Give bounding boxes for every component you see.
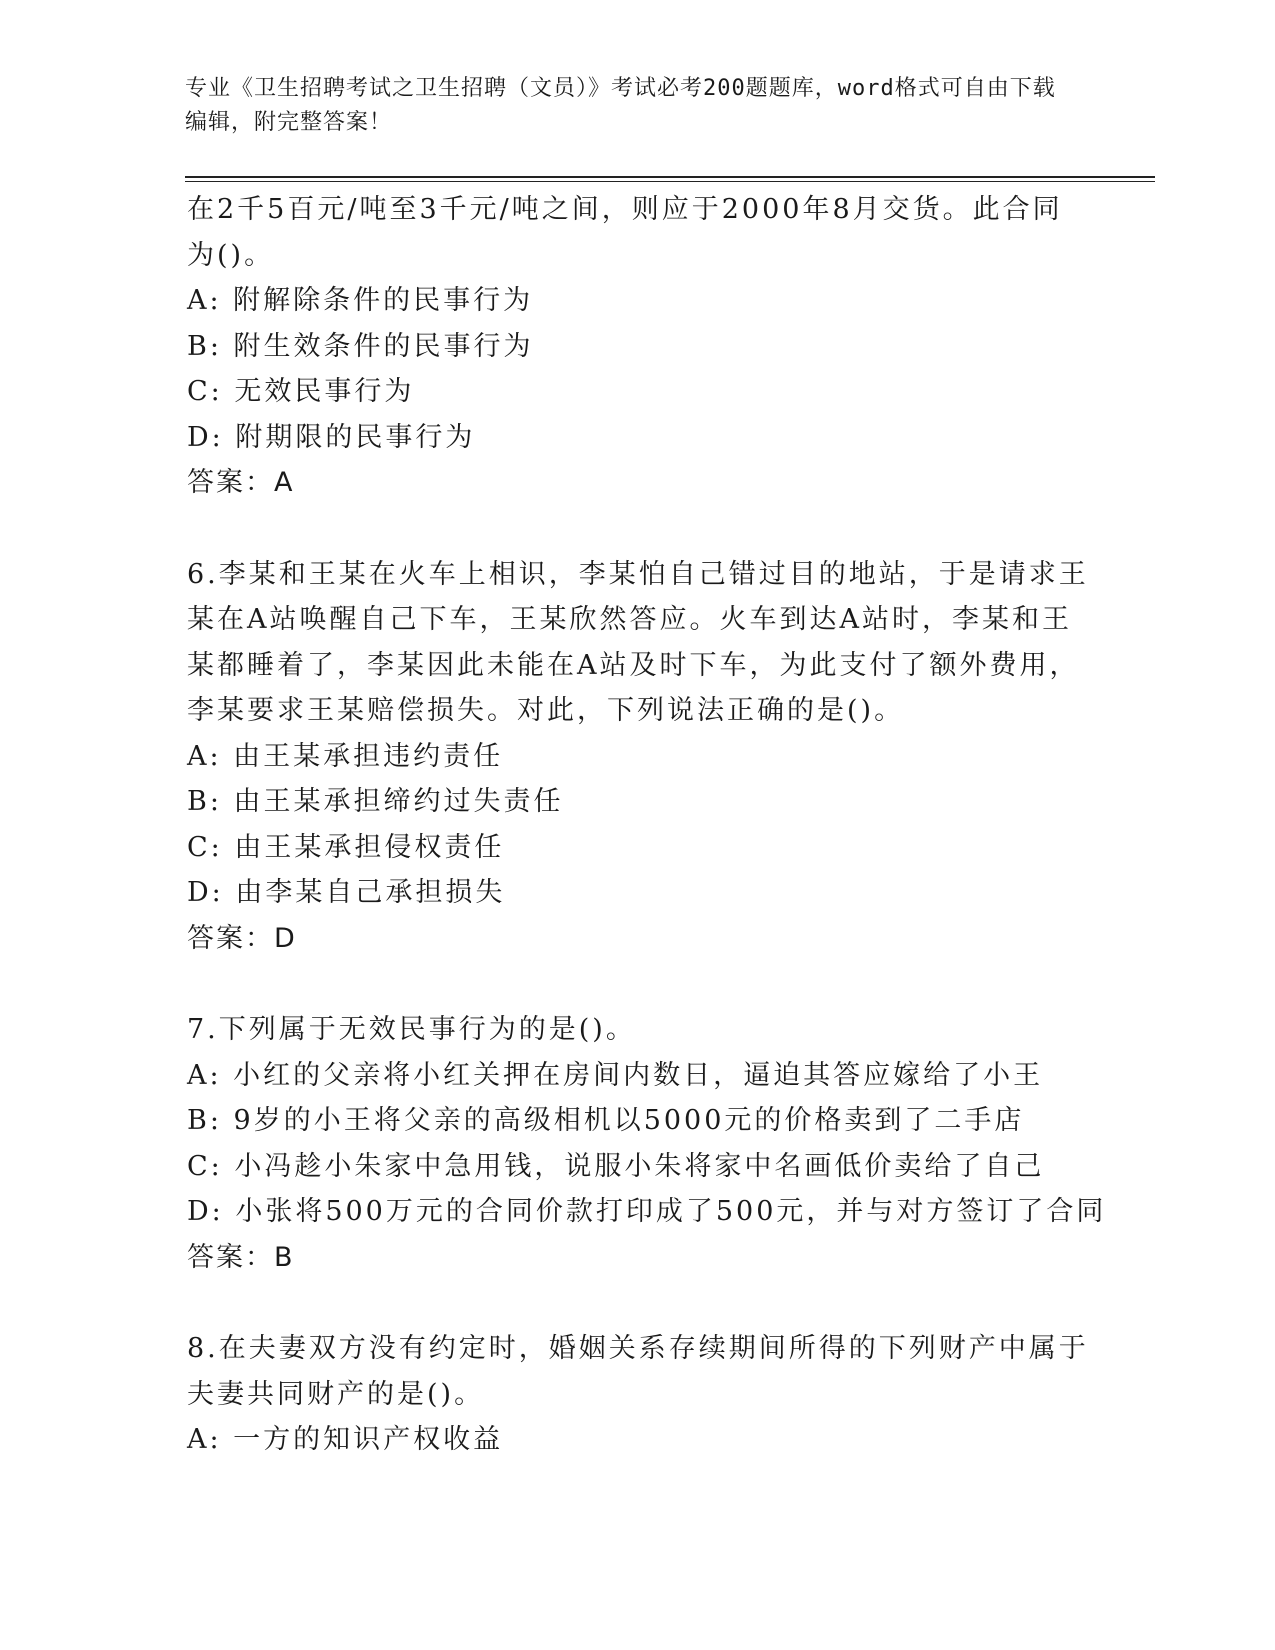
- header-rule: [185, 176, 1155, 178]
- question-content: [187, 187, 1107, 1463]
- question-8: [187, 1326, 1087, 1463]
- answer: 答案：B: [187, 1241, 295, 1273]
- option-a: A: 一方的知识产权收益: [187, 1424, 504, 1455]
- answer: 答案：D: [187, 922, 297, 954]
- answer: 答案：A: [187, 467, 295, 498]
- option-c: C: 无效民事行为: [187, 376, 415, 407]
- option-c: C: 由王某承担侵权责任: [187, 831, 505, 863]
- option-b: B: 由王某承担缔约过失责任: [187, 786, 564, 817]
- header-rule-thin: [185, 181, 1155, 182]
- spacer: [187, 1280, 1087, 1326]
- option-d: D: 附期限的民事行为: [187, 421, 476, 453]
- option-c: C: 小冯趁小朱家中急用钱，说服小朱将家中名画低价卖给了自己: [187, 1150, 1045, 1182]
- question-stem-line: 李某要求王某赔偿损失。对此，下列说法正确的是()。: [187, 695, 905, 726]
- question-stem-line: 夫妻共同财产的是()。: [187, 1378, 485, 1410]
- spacer: [187, 961, 1087, 1007]
- option-b: B: 9岁的小王将父亲的高级相机以5000元的价格卖到了二手店: [187, 1105, 1025, 1136]
- option-d: D: 小张将500万元的合同价款打印成了500元，并与对方签订了合同: [187, 1196, 1107, 1227]
- question-6: [187, 552, 1087, 962]
- question-stem-line: 7.下列属于无效民事行为的是()。: [187, 1014, 636, 1045]
- option-b: B: 附生效条件的民事行为: [187, 330, 534, 362]
- option-d: D: 由李某自己承担损失: [187, 877, 506, 908]
- question-5: [187, 187, 1087, 506]
- question-7: [187, 1007, 1107, 1280]
- option-a: A: 附解除条件的民事行为: [187, 285, 534, 316]
- option-a: A: 小红的父亲将小红关押在房间内数日，逼迫其答应嫁给了小王: [187, 1059, 1044, 1091]
- question-stem-line: 6.李某和王某在火车上相识，李某怕自己错过目的地站，于是请求王: [187, 558, 1089, 590]
- question-stem-line: 某都睡着了，李某因此未能在A站及时下车，为此支付了额外费用，: [187, 649, 1080, 681]
- question-stem-line: 在2千5百元/吨至3千元/吨之间，则应于2000年8月交货。此合同: [187, 194, 1063, 225]
- spacer: [187, 506, 1087, 552]
- question-stem-line: 某在A站唤醒自己下车，王某欣然答应。火车到达A站时，李某和王: [187, 604, 1072, 635]
- question-stem-line: 8.在夫妻双方没有约定时，婚姻关系存续期间所得的下列财产中属于: [187, 1333, 1089, 1364]
- option-a: A: 由王某承担违约责任: [187, 740, 504, 772]
- question-stem-line: 为()。: [187, 239, 275, 271]
- document-header: 专业《卫生招聘考试之卫生招聘（文员）》考试必考200题题库，word格式可自由下载编辑，附完整答案！: [185, 76, 1056, 135]
